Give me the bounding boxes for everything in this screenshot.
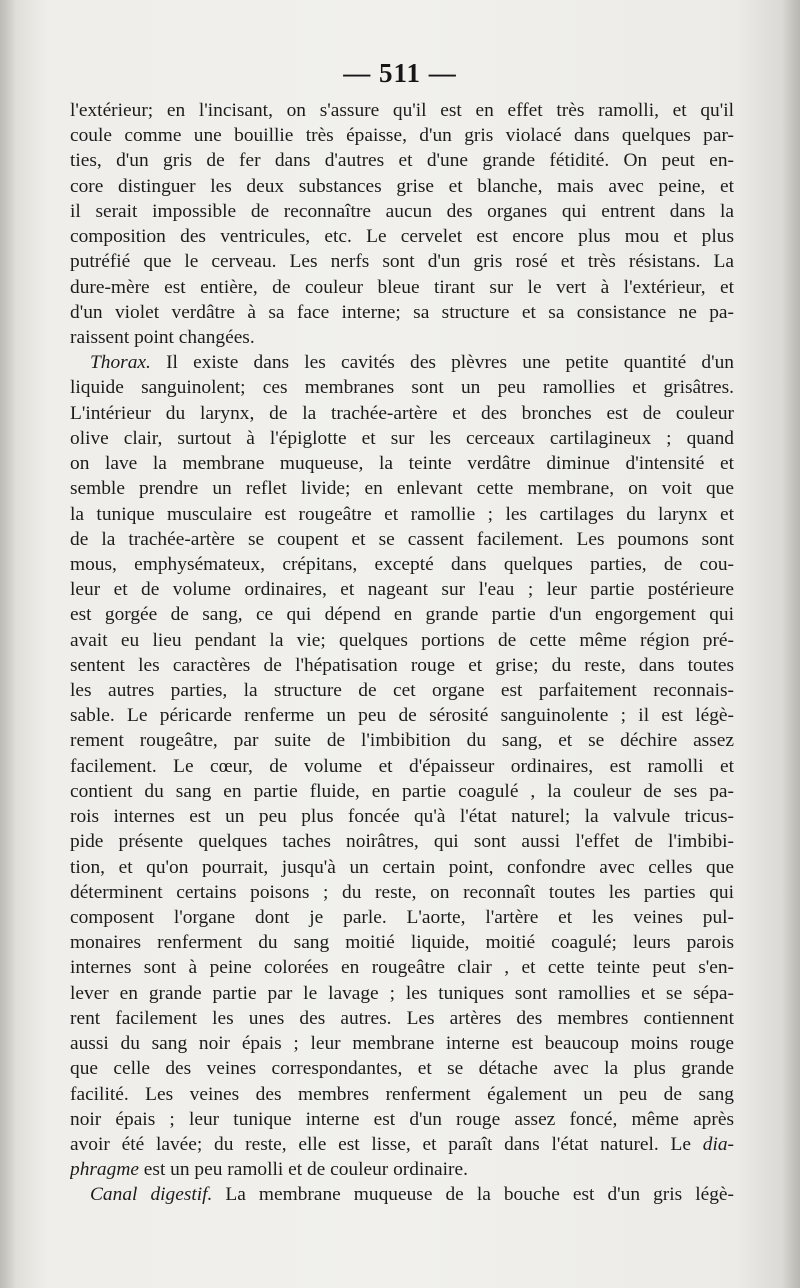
text-line: contient du sang en partie fluide, en partie coagulé , la couleur de ses pa- [70,780,734,802]
text-line: il serait impossible de reconnaître aucun des organes qui entrent dans la [70,200,734,222]
text-line: dure-mère est entière, de couleur bleue tirant sur le vert à l'extérieur, et [70,276,734,298]
italic-text: Canal digestif. [90,1184,213,1206]
text-line: les autres parties, la structure de cet organe est parfaitement reconnais- [70,680,734,702]
text-line: raissent point changées. [70,326,255,348]
text-line: déterminent certains poisons ; du reste, on reconnaît toutes les parties qui [70,881,734,903]
text-line: sentent les caractères de l'hépatisation rouge et grise; du reste, dans toutes [70,654,734,676]
page-shadow-left [0,0,16,1288]
text-line: L'intérieur du larynx, de la trachée-artère et des bronches est de couleur [70,402,734,424]
text-line [70,1182,734,1207]
body-text [70,98,734,1208]
text-line: est gorgée de sang, ce qui dépend en grande partie d'un engorgement qui [70,604,734,626]
text-line [70,1132,734,1157]
text-line: pide présente quelques taches noirâtres, qui sont aussi l'effet de l'imbibi- [70,831,734,853]
italic-text: dia- [702,1133,734,1155]
text-line: leur et de volume ordinaires, et nageant sur l'eau ; leur partie postérieure [70,579,734,601]
text-line: sable. Le péricarde renferme un peu de sérosité sanguinolente ; il est légè- [70,705,734,727]
text-line: mous, emphysémateux, crépitans, excepté dans quelques parties, de cou- [70,553,734,575]
text-line [70,1157,734,1182]
text-segment: est un peu ramolli et de couleur ordinaire. [138,1159,468,1181]
text-line: semble prendre un reflet livide; en enlevant cette membrane, on voit que [70,478,734,500]
italic-text: phragme [70,1159,139,1181]
text-line: composent l'organe dont je parle. L'aorte, l'artère et les veines pul- [70,907,734,928]
text-line: facilité. Les veines des membres renferment également un peu de sang [70,1083,734,1105]
text-line: lever en grande partie par le lavage ; les tuniques sont ramollies et se sépa- [70,982,734,1004]
text-line: coule comme une bouillie très épaisse, d'un gris violacé dans quelques par- [70,125,734,147]
text-segment: Il existe dans les cavités des plèvres une petite quantité d'un [150,352,734,374]
text-line: ties, d'un gris de fer dans d'autres et d'une grande fétidité. On peut en- [70,150,734,172]
text-line: aussi du sang noir épais ; leur membrane interne est beaucoup moins rouge [70,1033,734,1055]
italic-text: Thorax. [90,352,151,374]
text-line: rois internes est un peu plus foncée qu'à l'état naturel; la valvule tricus- [70,806,734,828]
text-line: olive clair, surtout à l'épiglotte et sur les cerceaux cartilagineux ; quand [70,427,734,449]
text-line: la tunique musculaire est rougeâtre et ramollie ; les cartilages du larynx et [70,503,734,525]
text-line: de la trachée-artère se coupent et se cassent facilement. Les poumons sont [70,528,734,550]
text-line: putréfié que le cerveau. Les nerfs sont d'un gris rosé et très résistans. La [70,251,734,273]
text-line: internes sont à peine colorées en rougeâtre clair , et cette teinte peut s'en- [70,957,734,979]
page-number: — 511 — [343,58,457,88]
page-shadow-right [782,0,800,1288]
text-line: liquide sanguinolent; ces membranes sont un peu ramollies et grisâtres. [70,377,734,399]
text-line: tion, et qu'on pourrait, jusqu'à un certain point, confondre avec celles que [70,856,734,878]
text-line: noir épais ; leur tunique interne est d'un rouge assez foncé, même après [70,1108,734,1130]
text-line: d'un violet verdâtre à sa face interne; sa structure et sa consistance ne pa- [70,301,734,323]
text-line: rement rougeâtre, par suite de l'imbibition du sang, et se déchire assez [70,730,734,752]
text-line: facilement. Le cœur, de volume et d'épaisseur ordinaires, est ramolli et [70,755,734,777]
text-line [70,350,734,375]
text-line: avait eu lieu pendant la vie; quelques portions de cette même région pré- [70,629,734,651]
text-line: rent facilement les unes des autres. Les artères des membres contiennent [70,1007,734,1029]
text-line: que celle des veines correspondantes, et se détache avec la plus grande [70,1058,734,1080]
text-line: composition des ventricules, etc. Le cervelet est encore plus mou et plus [70,226,734,248]
text-segment: avoir été lavée; du reste, elle est lisse, et paraît dans l'état naturel. Le [70,1133,703,1155]
text-line: on lave la membrane muqueuse, la teinte verdâtre diminue d'intensité et [70,453,734,475]
text-segment: La membrane muqueuse de la bouche est d'un gris légè- [212,1184,734,1206]
text-line: core distinguer les deux substances grise et blanche, mais avec peine, et [70,175,734,197]
text-line: monaires renferment du sang moitié liquide, moitié coagulé; leurs parois [70,932,734,954]
text-line: l'extérieur; en l'incisant, on s'assure qu'il est en effet très ramolli, et qu'il [70,100,734,121]
